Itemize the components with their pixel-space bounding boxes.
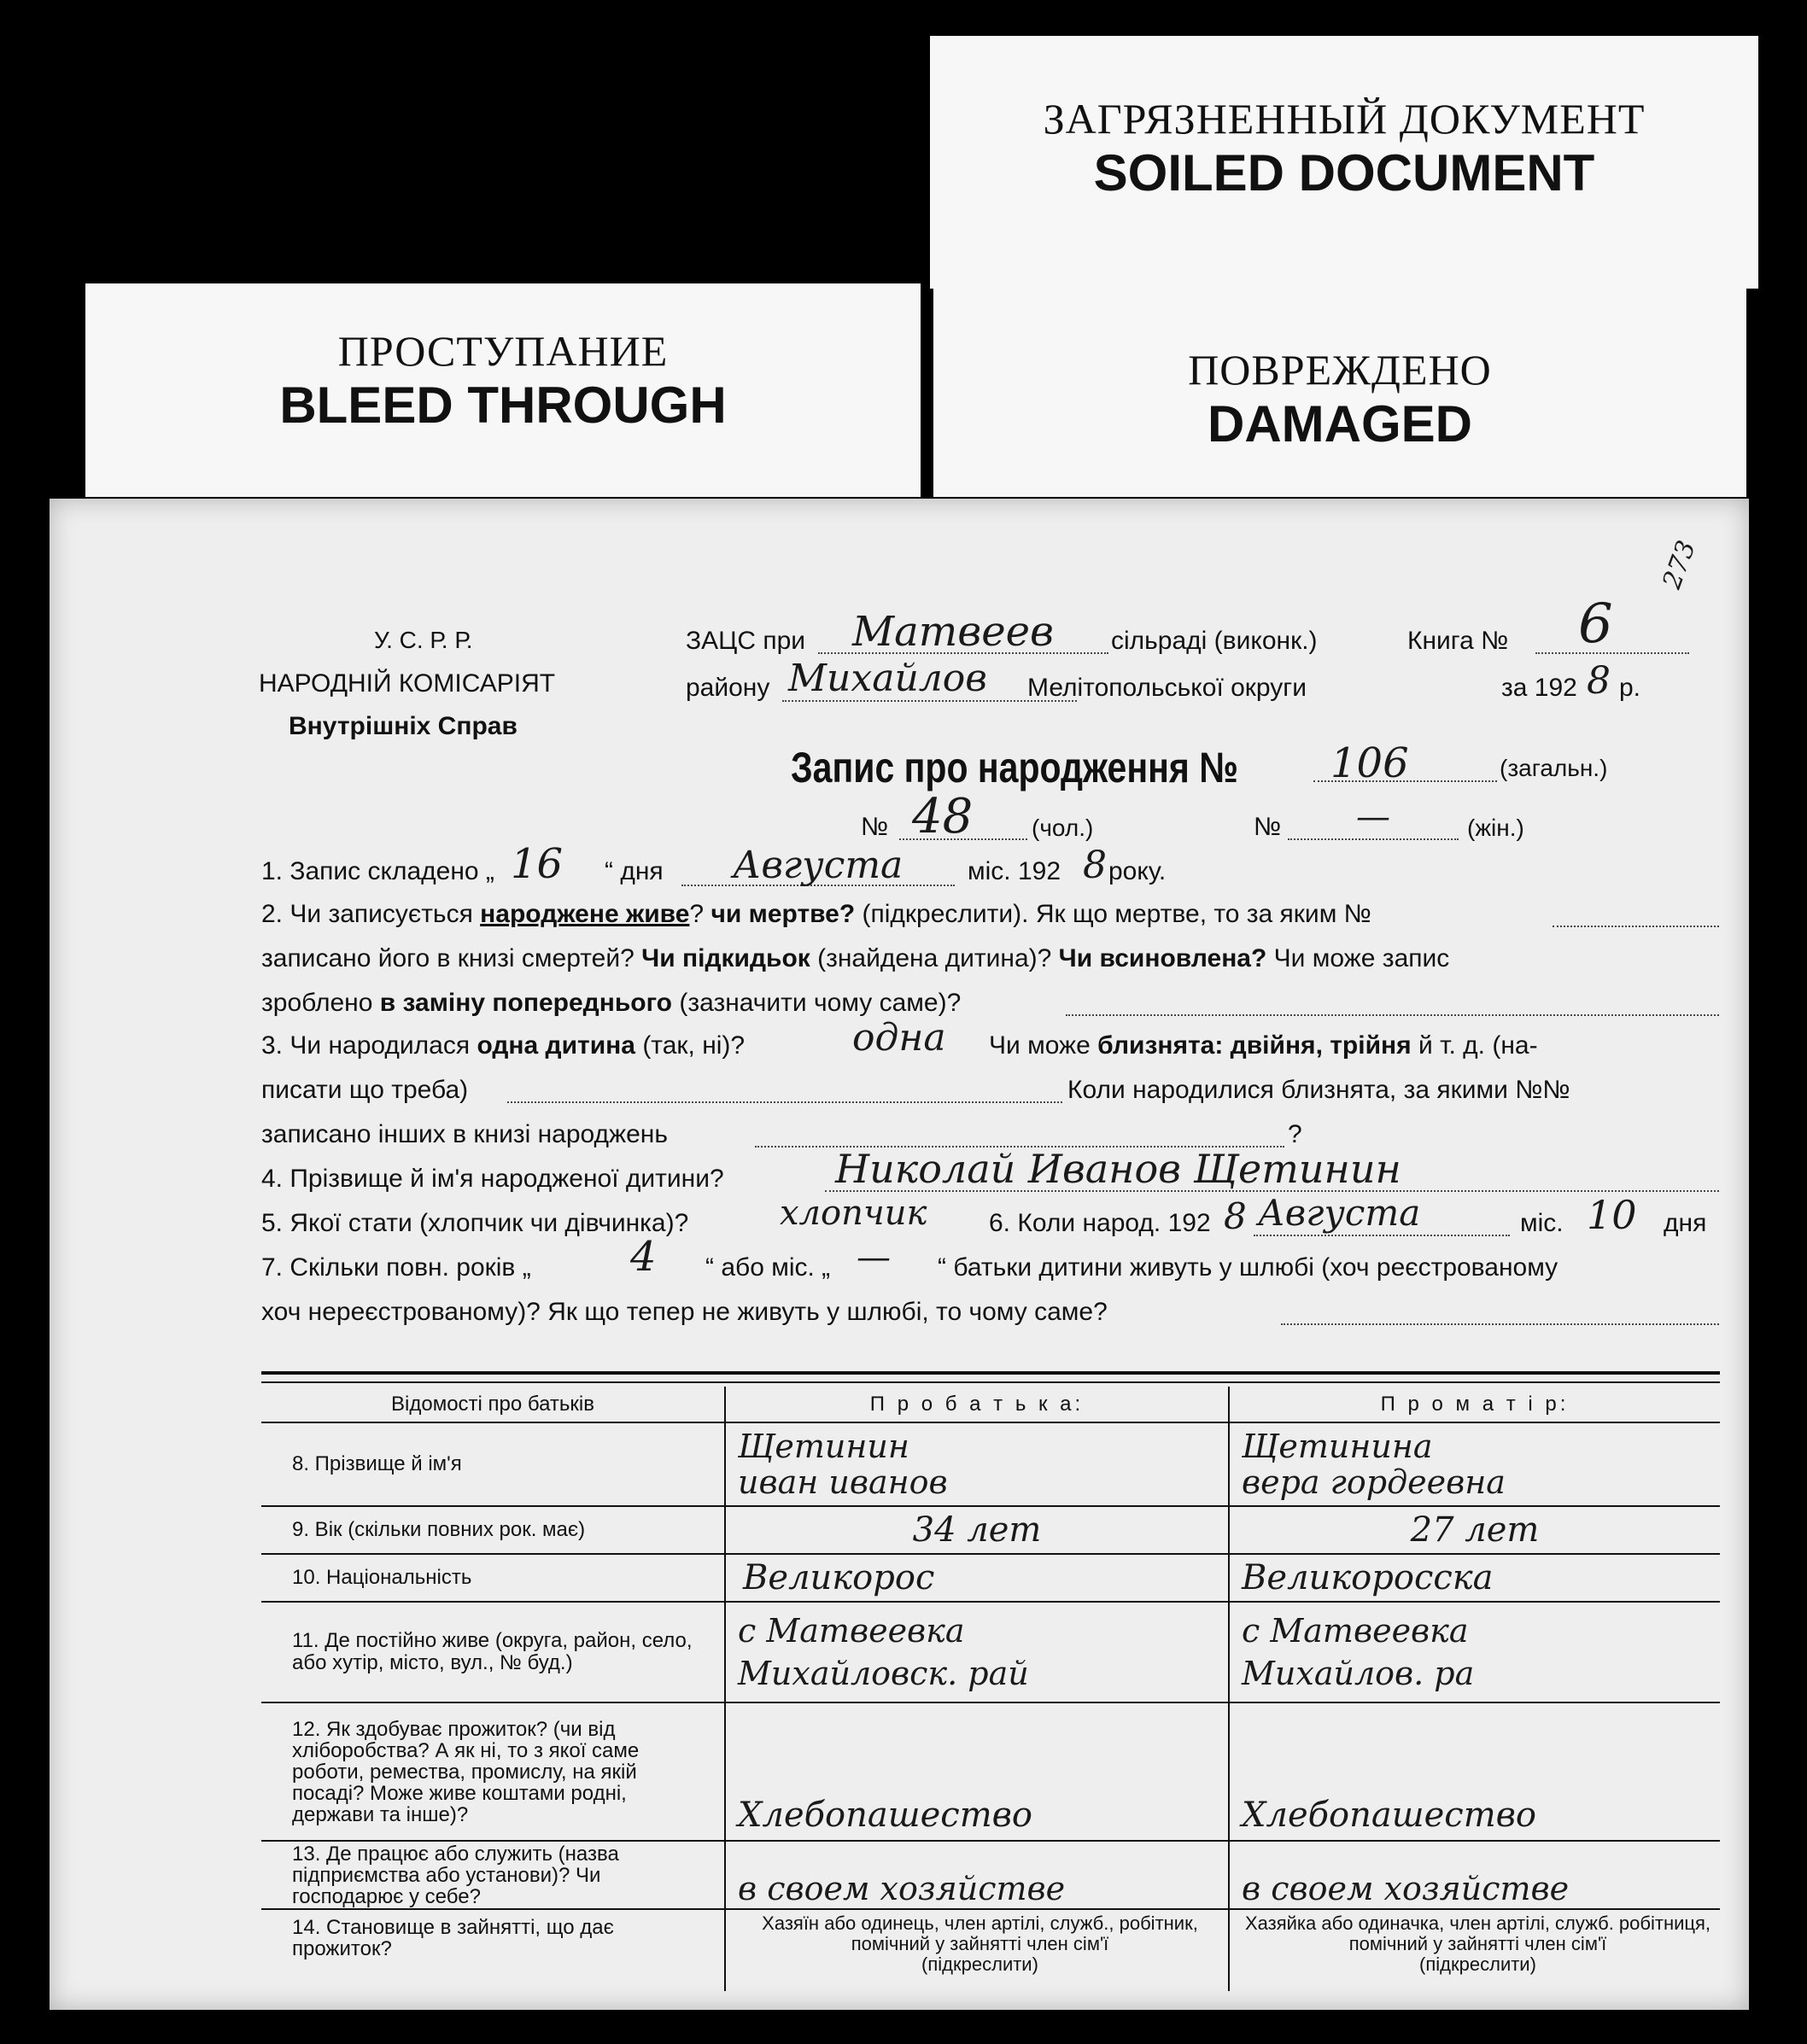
district-suffix: Мелітопольської округи xyxy=(1027,674,1307,702)
female-no-prefix: № xyxy=(1254,813,1282,841)
mother-nationality: Великоросска xyxy=(1229,1554,1720,1602)
year-suffix: р. xyxy=(1619,674,1641,702)
q5-text: 5. Якої стати (хлопчик чи дівчинка)? xyxy=(261,1209,689,1237)
corner-page-number: 273 xyxy=(1657,536,1702,593)
damaged-label-ru: ПОВРЕЖДЕНО xyxy=(1188,346,1492,394)
father-workplace: в своем хозяйстве xyxy=(725,1841,1229,1909)
q1-text: 1. Запис складено „ xyxy=(261,857,494,885)
record-total-suffix: (загальн.) xyxy=(1500,755,1608,781)
mother-workplace: в своем хозяйстве xyxy=(1229,1841,1720,1909)
q3-line3a: записано інших в книзі народжень xyxy=(261,1120,669,1148)
table-header-info: Відомості про батьків xyxy=(261,1387,725,1422)
mother-residence: с Матвеевка Михайлов. ра xyxy=(1229,1602,1720,1702)
q2-alive: народжене живе xyxy=(480,900,690,928)
female-number: — xyxy=(1356,797,1390,837)
q1-end: року. xyxy=(1108,857,1167,885)
q6-mid: міс. xyxy=(1520,1209,1564,1237)
header-commissariat: НАРОДНІЙ КОМІСАРІЯТ xyxy=(259,669,556,698)
record-total-number: 106 xyxy=(1330,739,1409,787)
table-row xyxy=(261,1422,1720,1506)
q1-month: Августа xyxy=(733,844,904,887)
header-internal-affairs: Внутрішніх Справ xyxy=(289,712,518,740)
q4-text: 4. Прізвище й ім'я народженої дитини? xyxy=(261,1165,724,1193)
q3-line1b: Чи може близнята: двійня, трійня й т. д. (на- xyxy=(989,1031,1538,1060)
damaged-label-en: DAMAGED xyxy=(1208,395,1472,453)
male-number: 48 xyxy=(912,789,974,844)
row-label-age: 9. Вік (скільки повних рок. має) xyxy=(261,1506,725,1554)
q3-line3b: ? xyxy=(1288,1120,1302,1148)
q6-year: 8 xyxy=(1224,1195,1247,1237)
q6-month: Августа xyxy=(1258,1192,1421,1234)
male-no-prefix: № xyxy=(861,813,889,841)
damaged-label xyxy=(933,273,1746,497)
record-title: Запис про народження № xyxy=(791,744,1238,791)
q7-line1a: 7. Скільки повн. років „ xyxy=(261,1253,531,1282)
zags-village: Матвеев xyxy=(852,608,1054,656)
mother-livelihood: Хлебопашество xyxy=(1229,1702,1720,1841)
bleed-label-ru: ПРОСТУПАНИЕ xyxy=(337,327,669,375)
table-row xyxy=(261,1909,1720,1991)
zags-suffix: сільраді (виконк.) xyxy=(1111,627,1318,655)
female-no-suffix: (жін.) xyxy=(1467,815,1524,841)
table-header-mother: П р о м а т і р: xyxy=(1229,1387,1720,1422)
table-row xyxy=(261,1554,1720,1602)
row-label-livelihood: 12. Як здобуває прожиток? (чи від хліборобства? А як ні, то з якої саме роботи, ремества, промислу, на якій посаді? Може живе коштами родні, держави та інше)? xyxy=(261,1702,725,1841)
q1-mid2: міс. 192 xyxy=(968,857,1061,885)
table-header-father: П р о б а т ь к а: xyxy=(725,1387,1229,1422)
book-label: Книга № xyxy=(1407,627,1509,655)
q6-text: 6. Коли народ. 192 xyxy=(989,1209,1211,1237)
row-label-residence: 11. Де постійно живе (округа, район, село, або хутір, місто, вул., № буд.) xyxy=(261,1602,725,1702)
mother-name: Щетинина вера гордеевна xyxy=(1229,1422,1720,1506)
soiled-label-ru: ЗАГРЯЗНЕННЫЙ ДОКУМЕНТ xyxy=(1043,95,1646,143)
q4-child-name: Николай Иванов Щетинин xyxy=(835,1146,1401,1192)
bleed-through-label xyxy=(85,283,921,497)
table-row xyxy=(261,1841,1720,1909)
q6-end: дня xyxy=(1664,1209,1707,1237)
book-number: 6 xyxy=(1578,593,1613,656)
district-prefix: району xyxy=(686,674,770,702)
father-occupation-status: Хазяїн або одинець, член артілі, служб., робітник, помічний у зайнятті член сім'ї (підкреслити) xyxy=(725,1909,1229,1991)
row-label-workplace: 13. Де працює або служить (назва підприємства або установи)? Чи господарює у себе? xyxy=(261,1841,725,1909)
q1-mid: “ дня xyxy=(605,857,664,885)
q1-year: 8 xyxy=(1083,844,1107,887)
parents-table xyxy=(261,1387,1720,1991)
birth-record-page xyxy=(50,499,1749,2010)
q1-day: 16 xyxy=(511,840,564,888)
row-label-occupation-status: 14. Становище в зайнятті, що дає прожиток? xyxy=(261,1909,725,1991)
q7-line2: хоч нереєстрованому)? Як що тепер не живуть у шлюбі, то чому саме? xyxy=(261,1298,1108,1326)
q7-years: 4 xyxy=(630,1233,657,1281)
table-row xyxy=(261,1602,1720,1702)
q3-answer: одна xyxy=(852,1016,946,1060)
table-header-row xyxy=(261,1387,1720,1422)
q3-line2b: Коли народилися близнята, за якими №№ xyxy=(1067,1076,1570,1104)
zags-prefix: ЗАЦС при xyxy=(686,627,806,655)
q7-line1b: “ або міс. „ xyxy=(705,1253,831,1282)
father-residence: с Матвеевка Михайловск. рай xyxy=(725,1602,1229,1702)
district-name: Михайлов xyxy=(788,657,987,700)
q6-day: 10 xyxy=(1587,1192,1637,1238)
q5-sex: хлопчик xyxy=(780,1194,927,1233)
father-name: Щетинин иван иванов xyxy=(725,1422,1229,1506)
row-label-nationality: 10. Національність xyxy=(261,1554,725,1602)
q2-line3: зроблено в заміну попереднього (зазначити чому саме)? xyxy=(261,989,962,1017)
q2-line1: 2. Чи записується народжене живе? чи мертве? (підкреслити). Як що мертве, то за яким № xyxy=(261,900,1371,928)
header-ussr: У. С. Р. Р. xyxy=(374,627,473,653)
q2-line2: записано його в книзі смертей? Чи підкидьок (знайдена дитина)? Чи всиновлена? Чи може запис xyxy=(261,944,1450,972)
soiled-label-en: SOILED DOCUMENT xyxy=(1093,144,1595,201)
table-row xyxy=(261,1506,1720,1554)
mother-age: 27 лет xyxy=(1229,1506,1720,1554)
soiled-document-label xyxy=(930,36,1758,289)
q7-months: — xyxy=(857,1238,891,1277)
q7-line1c: “ батьки дитини живуть у шлюбі (хоч реєстрованому xyxy=(938,1253,1558,1282)
row-label-name: 8. Прізвище й ім'я xyxy=(261,1422,725,1506)
q3-line1a: 3. Чи народилася одна дитина (так, ні)? xyxy=(261,1031,746,1060)
year-prefix: за 192 xyxy=(1501,674,1577,702)
table-row xyxy=(261,1702,1720,1841)
q3-line2a: писати що треба) xyxy=(261,1076,469,1104)
mother-occupation-status: Хазяйка або одиначка, член артілі, служб. робітниця, помічний у зайнятті член сім'ї (підкреслити) xyxy=(1244,1913,1711,1975)
father-nationality: Великорос xyxy=(725,1554,1229,1602)
father-age: 34 лет xyxy=(725,1506,1229,1554)
father-livelihood: Хлебопашество xyxy=(725,1702,1229,1841)
year-digit: 8 xyxy=(1587,659,1611,703)
bleed-label-en: BLEED THROUGH xyxy=(279,377,727,434)
male-no-suffix: (чол.) xyxy=(1032,815,1094,841)
